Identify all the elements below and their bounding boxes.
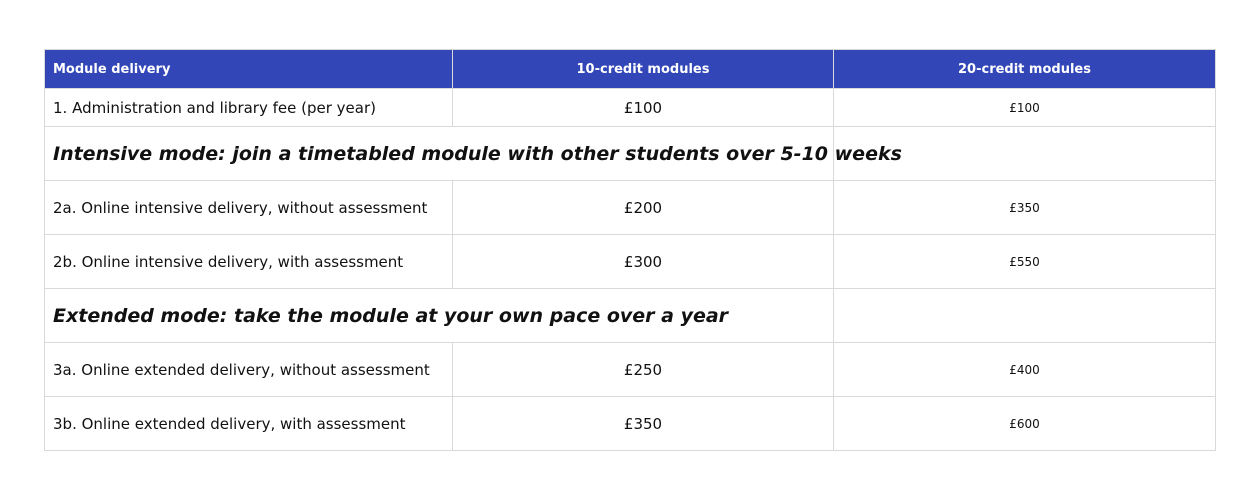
price-10-credit: £300 xyxy=(453,235,834,289)
row-label: 3b. Online extended delivery, with assessment xyxy=(45,397,453,451)
price-20-credit: £600 xyxy=(834,397,1216,451)
price-10-credit: £100 xyxy=(453,89,834,127)
table-row xyxy=(45,89,1216,127)
table-row xyxy=(45,343,1216,397)
price-10-credit: £200 xyxy=(453,181,834,235)
row-label: 2b. Online intensive delivery, with assessment xyxy=(45,235,453,289)
header-20-credit: 20-credit modules xyxy=(834,50,1216,89)
header-row xyxy=(45,50,1216,89)
price-20-credit: £100 xyxy=(834,89,1216,127)
table-row xyxy=(45,397,1216,451)
price-10-credit: £350 xyxy=(453,397,834,451)
price-20-credit: £400 xyxy=(834,343,1216,397)
row-label: 3a. Online extended delivery, without assessment xyxy=(45,343,453,397)
section-empty-cell xyxy=(834,289,1216,343)
table-row xyxy=(45,181,1216,235)
table-row xyxy=(45,235,1216,289)
price-10-credit: £250 xyxy=(453,343,834,397)
section-row xyxy=(45,289,1216,343)
fees-table xyxy=(44,49,1216,451)
header-10-credit: 10-credit modules xyxy=(453,50,834,89)
section-row xyxy=(45,127,1216,181)
price-20-credit: £550 xyxy=(834,235,1216,289)
section-title: Intensive mode: join a timetabled module with other students over 5-10 weeks xyxy=(45,127,834,181)
header-module-delivery: Module delivery xyxy=(45,50,453,89)
price-20-credit: £350 xyxy=(834,181,1216,235)
row-label: 1. Administration and library fee (per year) xyxy=(45,89,453,127)
section-title: Extended mode: take the module at your own pace over a year xyxy=(45,289,834,343)
row-label: 2a. Online intensive delivery, without assessment xyxy=(45,181,453,235)
